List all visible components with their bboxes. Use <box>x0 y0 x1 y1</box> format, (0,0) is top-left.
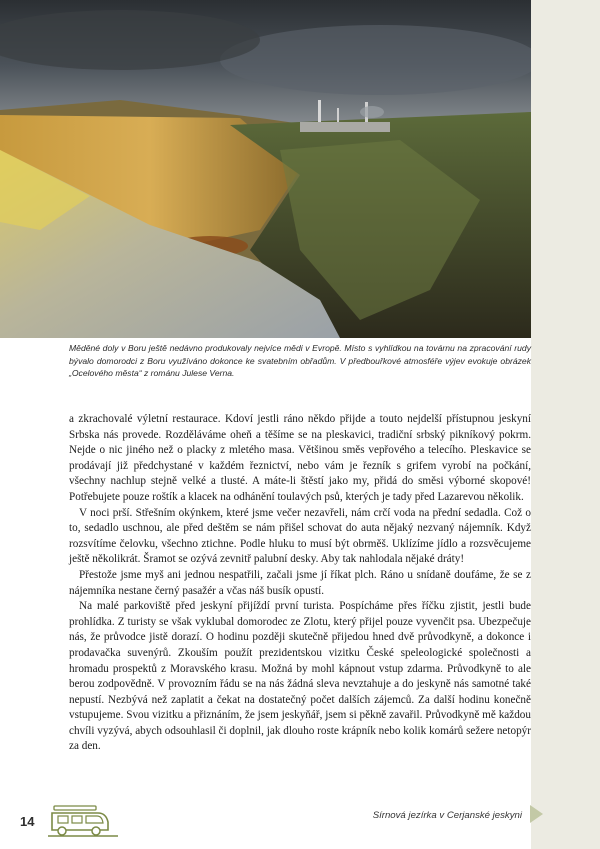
mine-photo <box>0 0 531 338</box>
chapter-title: Sírnová jezírka v Cerjanské jeskyni <box>372 810 522 821</box>
paragraph: Přestože jsme myš ani jednou nespatřili, začali jsme jí říkat plch. Ráno u snídaně doufáme, že se z nájemníka nestane černý pasažér a včas náš busík opustí. <box>69 568 531 597</box>
next-arrow-icon <box>530 805 543 823</box>
camper-van-icon <box>48 804 118 838</box>
photo-caption: Měděné doly v Boru ještě nedávno produkovaly nejvíce mědi v Evropě. Místo s vyhlídkou na továrnu na zpracování rudy bývalo domorodci z Boru využíváno dokonce ke svatebním obřadům. V předbouřkové atmosféře výjev evokuje obrázek „Ocelového města“ z románu Julese Verna. <box>69 343 531 378</box>
paragraph: Na malé parkoviště před jeskyní přijíždí první turista. Pospícháme přes říčku zjistit, jestli bude prohlídka. Z turisty se však vyklubal domorodec ze Zlotu, který přijel pouze vyvenčit psa. Ubezpečuje nás, že průvodce jistě dorazí. O hodinu později skutečně přijedou hned dvě průvodkyně, a dokonce i prodavačka suvenýrů. Zkouším použít prezidentskou vizitku České speleologické společnosti a hromadu prospektů z Moravského krasu. Možná by mohl kápnout vstup zdarma. Průvodkyně to ale berou zodpovědně. V provozním řádu se na nás žádná sleva nevztahuje a do jeskyně nás samotné také nepustí. Nezbývá než zaplatit a čekat na dostatečný počet dalších zájemců. Za další hodinu konečně vstupujeme. Svou vizitku a přiznáním, že jsem jeskyňář, jsem si pěkně zavařil. Průvodkyně mě každou chvíli vyzývá, abych odsouhlasil či doplnil, jak dlouho roste krápník nebo kolik komárů sežere netopýr za den. <box>69 600 531 753</box>
paragraph: V noci prší. Střešním okýnkem, které jsme večer nezavřeli, nám crčí voda na přední sedadla. Což o to, sedadlo uschnou, ale před deštěm se nám přišel schovat do auta nějaký nezvaný nájemník. Když rozsvítíme čelovku, všechno ztichne. Podle hluku to musí být obrměš. Uklízíme jídlo a rozsvěcujeme ještě několikrát. Šramot se ozývá zevnitř palubní desky. Aby tak nahlodala nějaké dráty! <box>69 506 531 566</box>
article-body <box>69 412 531 755</box>
page-number: 14 <box>20 814 35 829</box>
paragraph: a zkrachovalé výletní restaurace. Kdoví jestli ráno někdo přijde a touto nejdelší přístupnou jeskyní Srbska nás provede. Rozděláváme oheň a těšíme se na pleskavici, tradiční srbský pikníkový pokrm. Nejde o nic jiného než o placky z mletého masa. Většinou směs vepřového a telecího. Pleskavice se prodávají již předchystané v každém řeznictví, nebo vám je řezník s grifem vyrobí na počkání, všechny nachlup stejně velké a tlusté. A máte-li štěstí jako my, přidá do směsi výborné skopové! Potřebujete pouze roštík a klacek na odhánění toulavých psů, kterých je tady před Lazarevou několik. <box>69 413 531 503</box>
page-sidebar <box>531 0 600 849</box>
